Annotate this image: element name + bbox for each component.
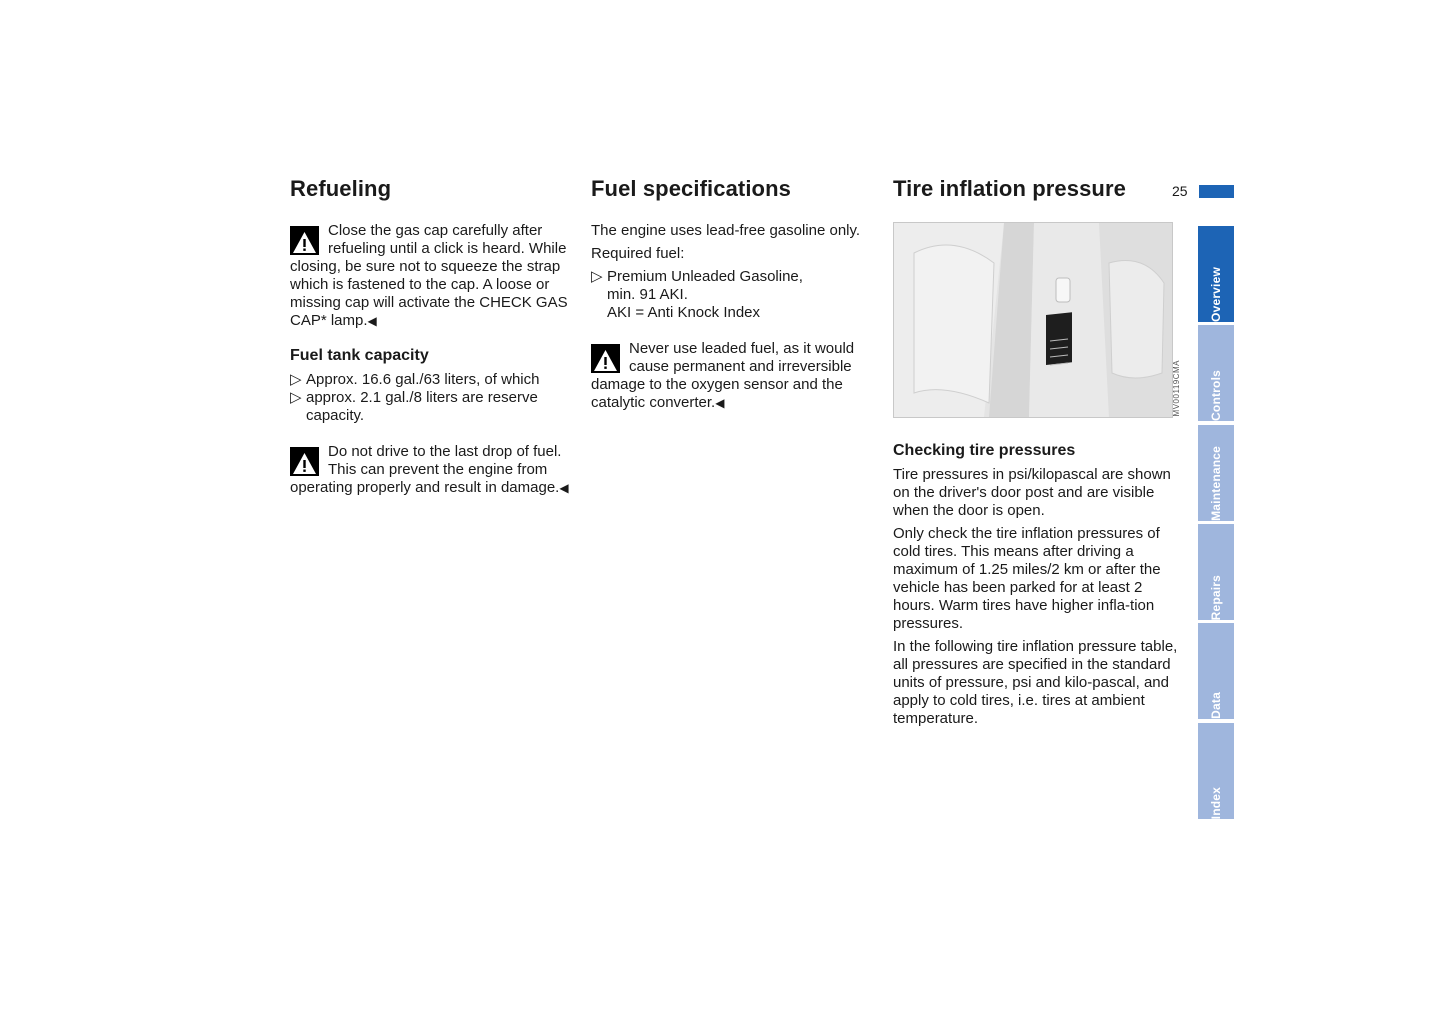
refueling-section [290, 174, 575, 502]
tire-section [893, 174, 1183, 733]
required-fuel-label: Required fuel: [591, 245, 685, 262]
fuel-intro: The engine uses lead-free gasoline only. [591, 222, 861, 239]
tab-controls[interactable]: Controls [1198, 325, 1234, 421]
tire-title: Tire inflation pressure [893, 176, 1126, 201]
tab-overview[interactable]: Overview [1198, 226, 1234, 322]
warning-icon [290, 447, 319, 476]
warning-icon [290, 226, 319, 255]
end-mark-icon: ◀ [559, 481, 569, 495]
list-item: ▷ Premium Unleaded Gasoline, min. 91 AKI. AKI = Anti Knock Index [591, 268, 803, 321]
tab-repairs[interactable]: Repairs [1198, 524, 1234, 620]
list-item: ▷ Approx. 16.6 gal./63 liters, of which [290, 371, 540, 388]
tire-paragraph: In the following tire inflation pressure table, all pressures are specified in the standard units of pressure, psi and kilo-pascal, and apply to cold tires, i.e. tires at ambient temperature. [893, 638, 1178, 727]
page-number: 25 [1172, 183, 1188, 199]
fuel-tank-title: Fuel tank capacity [290, 347, 429, 364]
warning-text: Do not drive to the last drop of fuel. This can prevent the engine from operating properly and result in damage. [290, 443, 562, 496]
warning-icon [591, 344, 620, 373]
warning-text: Never use leaded fuel, as it would cause permanent and irreversible damage to the oxygen sensor and the catalytic converter. [591, 340, 855, 411]
warning-note [591, 340, 881, 412]
bullet-icon: ▷ [290, 371, 302, 388]
warning-text: Close the gas cap carefully after refueling until a click is heard. While closing, be sure not to squeeze the strap which is fastened to the cap. A loose or missing cap will activate the CHECK GAS CAP* lamp. [290, 222, 568, 329]
door-post-photo [893, 222, 1173, 418]
door-post-illustration [894, 223, 1172, 417]
tab-data[interactable]: Data [1198, 623, 1234, 719]
checking-tire-title: Checking tire pressures [893, 442, 1076, 459]
warning-note [290, 222, 575, 330]
fuel-spec-section [591, 174, 881, 417]
end-mark-icon: ◀ [367, 314, 377, 328]
tab-index[interactable]: Index [1198, 723, 1234, 819]
end-mark-icon: ◀ [715, 396, 725, 410]
bullet-icon: ▷ [591, 268, 603, 285]
refueling-title: Refueling [290, 176, 392, 201]
page-marker-bar [1199, 185, 1234, 198]
warning-note [290, 443, 575, 497]
tire-paragraph: Tire pressures in psi/kilopascal are shown on the driver's door post and are visible when the door is open. [893, 466, 1171, 519]
photo-code: MV00119CMA [1172, 360, 1181, 417]
tire-paragraph: Only check the tire inflation pressures of cold tires. This means after driving a maximum of 1.25 miles/2 km or after the vehicle has been parked for at least 2 hours. Warm tires have higher infla-tion pressures. [893, 525, 1161, 632]
fuel-spec-title: Fuel specifications [591, 176, 791, 201]
bullet-icon: ▷ [290, 389, 302, 406]
list-item: ▷ approx. 2.1 gal./8 liters are reserve capacity. [290, 389, 538, 424]
tab-maintenance[interactable]: Maintenance [1198, 425, 1234, 521]
